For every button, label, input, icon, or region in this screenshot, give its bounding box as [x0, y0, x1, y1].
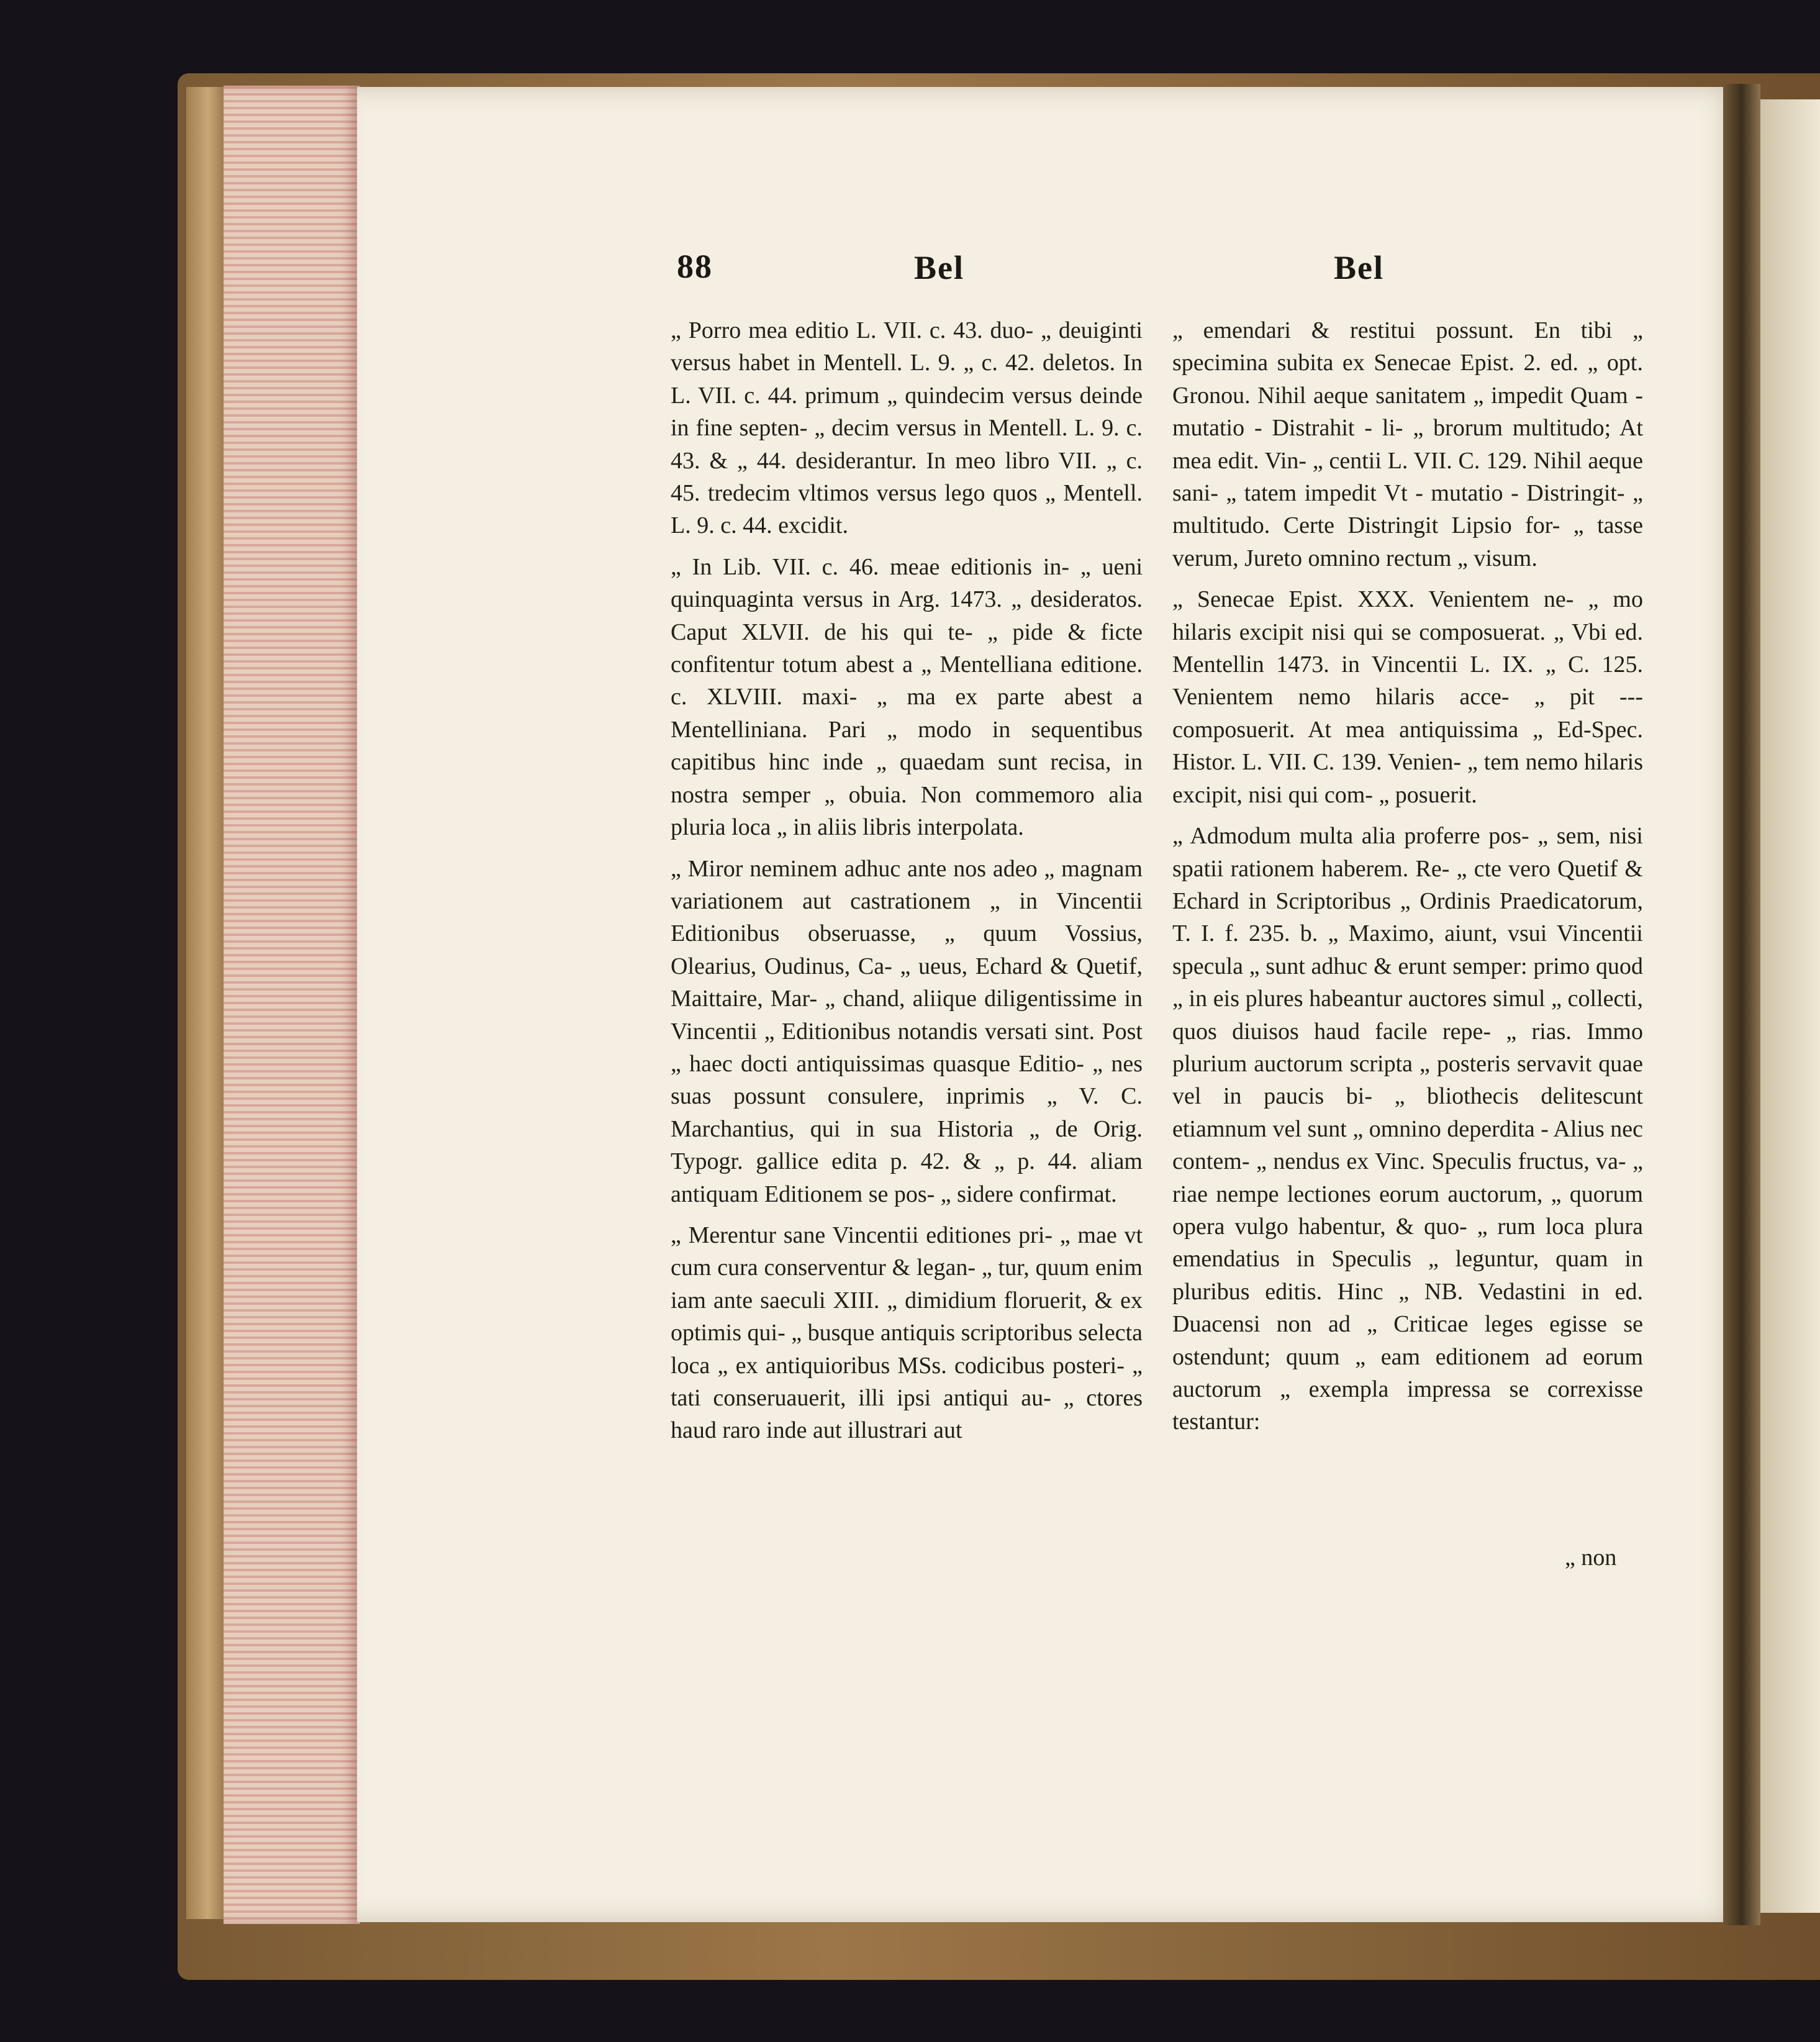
page-stack-edge — [224, 86, 360, 1924]
paragraph: „ Merentur sane Vincentii editiones pri- „ mae vt cum cura conserventur & legan- „ tur, quum enim iam ante saeculi XIII. „ dimidium floruerit, & ex optimis qui- „ busque antiquis scriptoribus selecta loca „ ex antiquioribus MSs. codicibus posteri- „ tati conseruauerit, illi ipsi antiqui au- „ ctores haud raro inde aut illustrari aut — [671, 1222, 1143, 1444]
text-column-left — [671, 314, 1143, 1456]
book-gutter — [1723, 84, 1760, 1925]
catchword: „ non — [1565, 1545, 1617, 1571]
running-head-right: Bel — [1334, 249, 1384, 286]
text-column-right — [1172, 314, 1643, 1447]
paragraph: „ Admodum multa alia proferre pos- „ sem, nisi spatii rationem haberem. Re- „ cte vero Quetif & Echard in Scriptoribus „ Ordinis Praedicatorum, T. I. f. 235. b. „ Maximo, aiunt, vsui Vincentii specula „ sunt adhuc & erunt semper: primo quod „ in eis plures habeantur auctores simul „ collecti, quos diuisos haud facile repe- „ rias. Immo plurium auctorum scripta „ posteris servavit quae vel in paucis bi- „ bliothecis delitescunt etiamnum vel sunt „ omnino deperdita - Alius nec contem- „ nendus ex Vinc. Speculis fructus, va- „ riae nempe lectiones eorum auctorum, „ quorum opera vulgo habentur, & quo- „ rum loca plura emendatius in Speculis „ leguntur, quam in pluribus editis. Hinc „ NB. Vedastini in ed. Duacensi non ad „ Criticae leges egisse se ostendunt; quum „ eam editionem ad eorum auctorum „ exempla impressa se correxisse testantur: — [1172, 823, 1643, 1435]
page-number: 88 — [677, 248, 713, 285]
paragraph: „ emendari & restitui possunt. En tibi „ specimina subita ex Senecae Epist. 2. ed. „ opt. Gronou. Nihil aeque sanitatem „ impedit Quam - mutatio - Distrahit - li- „ brorum multitudo; At mea edit. Vin- „ centii L. VII. C. 129. Nihil aeque sani- „ tatem impedit Vt - mutatio - Distringit- „ multitudo. Certe Distringit Lipsio for- „ tasse verum, Jureto omnino rectum „ visum. — [1172, 317, 1643, 571]
paragraph: „ Miror neminem adhuc ante nos adeo „ magnam variationem aut castrationem „ in Vincentii Editionibus obseruasse, „ quum Vossius, Olearius, Oudinus, Ca- „ ueus, Echard & Quetif, Maittaire, Mar- „ chand, aliique diligentissime in Vincentii „ Editionibus notandis versati sint. Post „ haec docti antiquissimas quasque Editio- „ nes suas possunt consulere, inprimis „ V. C. Marchantius, qui in sua Historia „ de Orig. Typogr. gallice edita p. 42. & „ p. 44. aliam antiquam Editionem se pos- „ sidere confirmat. — [671, 855, 1143, 1207]
facing-page-edge — [1760, 99, 1820, 1913]
paragraph: „ Senecae Epist. XXX. Venientem ne- „ mo hilaris excipit nisi qui se composuerat. „ Vbi ed. Mentellin 1473. in Vincentii L. IX. „ C. 125. Venientem nemo hilaris acce- „ pit --- composuerit. At mea antiquissima „ Ed-Spec. Histor. L. VII. C. 139. Venien- „ tem nemo hilaris excipit, nisi qui com- „ posuerit. — [1172, 586, 1643, 808]
running-head-left: Bel — [914, 249, 964, 286]
paragraph: „ In Lib. VII. c. 46. meae editionis in- „ ueni quinquaginta versus in Arg. 1473. „ desideratos. Caput XLVII. de his qui te- „ pide & ficte confitentur totum abest a „ Mentelliana editione. c. XLVIII. maxi- „ ma ex parte abest a Mentelliniana. Pari „ modo in sequentibus capitibus hinc inde „ quaedam sunt recisa, in nostra semper „ obuia. Non commemoro alia pluria loca „ in aliis libris interpolata. — [671, 553, 1143, 841]
paragraph: „ Porro mea editio L. VII. c. 43. duo- „ deuiginti versus habet in Mentell. L. 9. „ c. 42. deletos. In L. VII. c. 44. primum „ quindecim versus deinde in fine septen- „ decim versus in Mentell. L. 9. c. 43. & „ 44. desiderantur. In meo libro VII. „ c. 45. tredecim vltimos versus lego quos „ Mentell. L. 9. c. 44. excidit. — [671, 317, 1143, 539]
